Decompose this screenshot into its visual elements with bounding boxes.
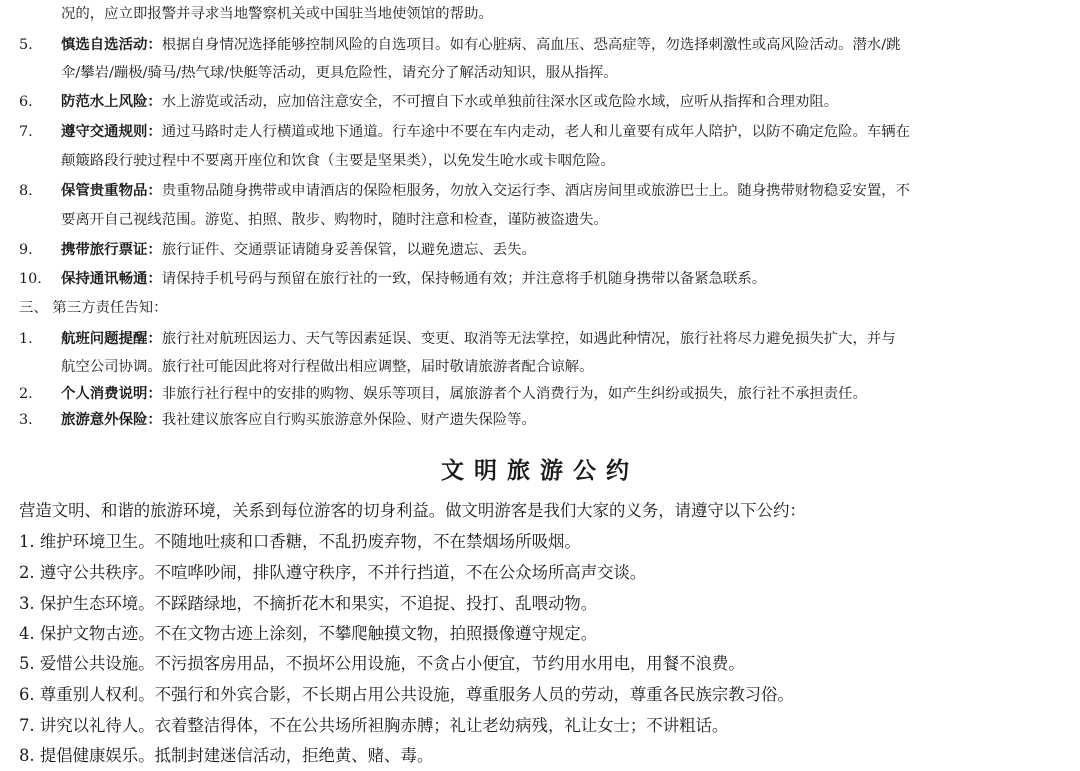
item-text: 贵重物品随身携带或申请酒店的保险柜服务，勿放入交运行李、酒店房间里或旅游巴士上。随身携带财物稳妥安置，不 xyxy=(161,183,911,199)
list-item xyxy=(61,93,838,111)
convention-item: 2. 遵守公共秩序。不喧哗吵闹，排队遵守秩序，不并行挡道，不在公众场所高声交谈。 xyxy=(19,563,647,582)
list-item xyxy=(61,411,536,429)
item-text: 旅行社对航班因运力、天气等因素延误、变更、取消等无法掌控，如遇此种情况，旅行社将尽力避免损失扩大，并与 xyxy=(161,331,896,347)
convention-item: 1. 维护环境卫生。不随地吐痰和口香糖，不乱扔废弃物，不在禁烟场所吸烟。 xyxy=(19,532,581,551)
convention-title: 文明旅游公约 xyxy=(441,458,639,484)
section-heading: 三、 第三方责任告知： xyxy=(19,300,168,316)
item-label: 保管贵重物品： xyxy=(61,182,162,199)
item-number: 5. xyxy=(19,37,33,53)
item-text: 请保持手机号码与预留在旅行社的一致，保持畅通有效；并注意将手机随身携带以备紧急联系。 xyxy=(161,271,767,287)
item-text: 非旅行社行程中的安排的购物、娱乐等项目，属旅游者个人消费行为，如产生纠纷或损失，旅行社不承担责任。 xyxy=(161,386,867,402)
item-label: 航班问题提醒： xyxy=(61,330,162,347)
item-label: 防范水上风险： xyxy=(61,93,162,110)
item-number: 1. xyxy=(19,331,33,347)
item-number: 7. xyxy=(19,124,33,140)
convention-item: 6. 尊重别人权利。不强行和外宾合影，不长期占用公共设施，尊重服务人员的劳动，尊重各民族宗教习俗。 xyxy=(19,685,794,704)
item-label: 慎选自选活动： xyxy=(61,36,162,53)
convention-item: 5. 爱惜公共设施。不污损客房用品，不损坏公用设施，不贪占小便宜，节约用水用电，用餐不浪费。 xyxy=(19,654,745,673)
item-label: 遵守交通规则： xyxy=(61,123,162,140)
item-label: 保持通讯畅通： xyxy=(61,270,162,287)
list-item xyxy=(61,241,536,259)
item-number: 9. xyxy=(19,242,33,258)
item-label: 携带旅行票证： xyxy=(61,241,162,258)
item-continuation: 要离开自己视线范围。游览、拍照、散步、购物时，随时注意和检查，谨防被盗遗失。 xyxy=(61,212,608,228)
item-label: 旅游意外保险： xyxy=(61,411,162,428)
list-item xyxy=(61,123,910,141)
paragraph-continuation: 况的，应立即报警并寻求当地警察机关或中国驻当地使领馆的帮助。 xyxy=(61,6,493,22)
convention-item: 8. 提倡健康娱乐。抵制封建迷信活动，拒绝黄、赌、毒。 xyxy=(19,746,434,765)
item-text: 旅行证件、交通票证请随身妥善保管，以避免遗忘、丢失。 xyxy=(161,242,536,258)
item-continuation: 航空公司协调。旅行社可能因此将对行程做出相应调整，届时敬请旅游者配合谅解。 xyxy=(61,359,594,375)
convention-intro: 营造文明、和谐的旅游环境，关系到每位游客的切身利益。做文明游客是我们大家的义务，请遵守以下公约： xyxy=(19,501,806,520)
item-continuation: 颠簸路段行驶过程中不要离开座位和饮食（主要是坚果类），以免发生呛水或卡咽危险。 xyxy=(61,153,616,169)
item-number: 10. xyxy=(19,271,42,287)
list-item xyxy=(61,330,896,348)
item-number: 6. xyxy=(19,94,33,110)
item-number: 3. xyxy=(19,412,33,428)
item-number: 2. xyxy=(19,386,33,402)
list-item xyxy=(61,182,910,200)
item-label: 个人消费说明： xyxy=(61,385,162,402)
item-continuation: 伞/攀岩/蹦极/骑马/热气球/快艇等活动，更具危险性，请充分了解活动知识，服从指挥。 xyxy=(61,65,618,81)
item-text: 根据自身情况选择能够控制风险的自选项目。如有心脏病、高血压、恐高症等，勿选择刺激性或高风险活动。潜水/跳 xyxy=(161,37,901,53)
list-item xyxy=(61,270,766,288)
convention-item: 3. 保护生态环境。不踩踏绿地，不摘折花木和果实，不追捉、投打、乱喂动物。 xyxy=(19,594,598,613)
item-text: 我社建议旅客应自行购买旅游意外保险、财产遗失保险等。 xyxy=(161,412,536,428)
list-item xyxy=(61,36,901,54)
item-text: 通过马路时走人行横道或地下通道。行车途中不要在车内走动，老人和儿童要有成年人陪护，以防不确定危险。车辆在 xyxy=(161,124,911,140)
item-text: 水上游览或活动，应加倍注意安全，不可擅自下水或单独前往深水区或危险水域，应听从指挥和合理劝阻。 xyxy=(161,94,839,110)
convention-item: 7. 讲究以礼待人。衣着整洁得体，不在公共场所袒胸赤膊；礼让老幼病残，礼让女士；不讲粗话。 xyxy=(19,716,729,735)
item-number: 8. xyxy=(19,183,33,199)
convention-item: 4. 保护文物古迹。不在文物古迹上涂刻，不攀爬触摸文物，拍照摄像遵守规定。 xyxy=(19,624,598,643)
list-item xyxy=(61,385,867,403)
